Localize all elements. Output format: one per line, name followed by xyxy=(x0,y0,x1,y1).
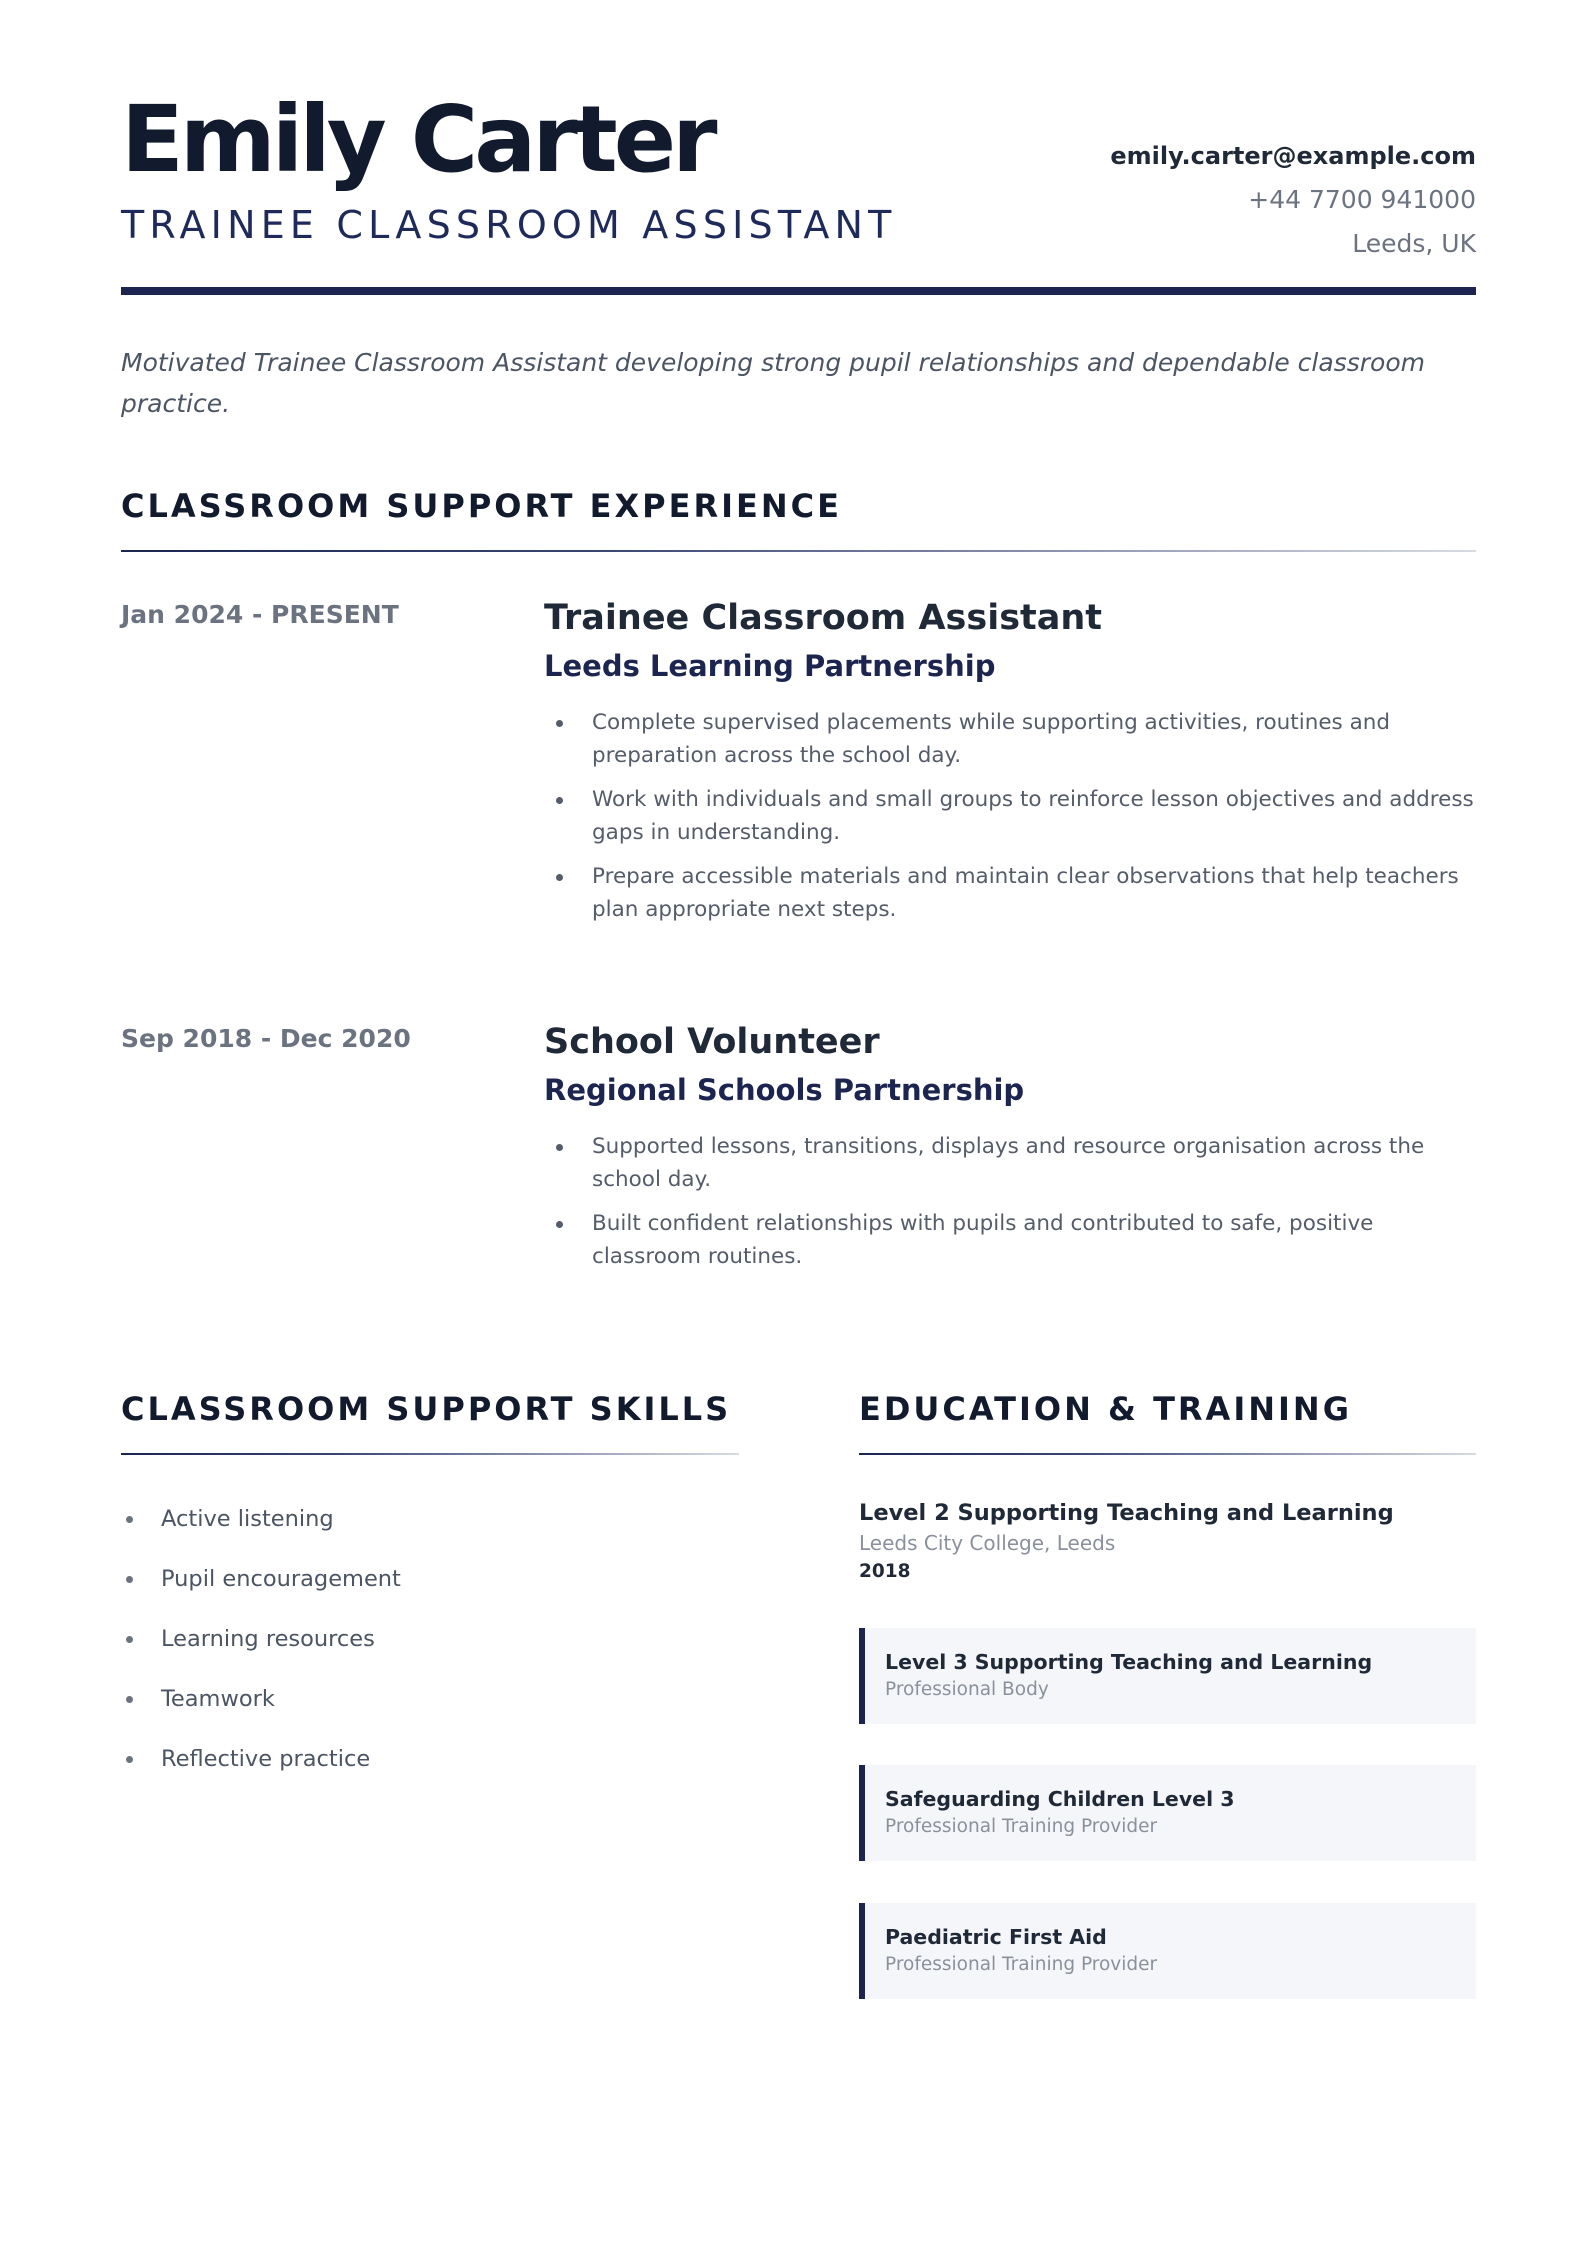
job-dates: Sep 2018 - Dec 2020 xyxy=(121,1024,411,1053)
contact-block xyxy=(1110,134,1476,266)
job-organisation: Regional Schools Partnership xyxy=(544,1073,1025,1107)
certification-provider: Professional Training Provider xyxy=(885,1954,1158,1975)
skill-item xyxy=(121,1500,721,1560)
responsibility-item xyxy=(544,860,1476,926)
bullet-icon xyxy=(556,797,563,804)
education-divider xyxy=(859,1453,1476,1455)
job-responsibilities xyxy=(544,706,1476,926)
contact-phone[interactable]: +44 7700 941000 xyxy=(1248,185,1476,214)
certification-provider: Professional Body xyxy=(885,1679,1049,1700)
skills-list xyxy=(121,1500,721,1800)
skill-item xyxy=(121,1620,721,1680)
experience-heading: CLASSROOM SUPPORT EXPERIENCE xyxy=(121,487,843,525)
education-heading: EDUCATION & TRAINING xyxy=(859,1390,1352,1428)
certification-title: Level 3 Supporting Teaching and Learning xyxy=(885,1650,1373,1674)
bullet-icon xyxy=(126,1516,133,1523)
job-details xyxy=(544,1022,1476,1284)
education-entry xyxy=(859,1498,1476,1586)
responsibility-item xyxy=(544,706,1476,772)
job-responsibilities xyxy=(544,1130,1476,1273)
profile-summary: Motivated Trainee Classroom Assistant developing strong pupil relationships and dependable classroom practice. xyxy=(121,348,1425,418)
resume-page xyxy=(121,0,1476,2246)
certification-title: Paediatric First Aid xyxy=(885,1925,1107,1949)
certification-card xyxy=(859,1903,1476,1999)
experience-divider xyxy=(121,550,1476,552)
contact-location: Leeds, UK xyxy=(1352,229,1476,258)
responsibility-item xyxy=(544,783,1476,849)
responsibility-text: Prepare accessible materials and maintain clear observations that help teachers plan appropriate next steps. xyxy=(592,864,1459,922)
certification-title: Safeguarding Children Level 3 xyxy=(885,1787,1235,1811)
education-institution: Leeds City College, Leeds xyxy=(859,1531,1116,1555)
responsibility-item xyxy=(544,1207,1476,1273)
responsibility-text: Work with individuals and small groups to reinforce lesson objectives and address gaps in understanding. xyxy=(592,787,1474,845)
skill-label: Teamwork xyxy=(161,1686,275,1712)
header-divider xyxy=(121,287,1476,295)
bullet-icon xyxy=(126,1576,133,1583)
skill-item xyxy=(121,1680,721,1740)
certification-provider: Professional Training Provider xyxy=(885,1816,1158,1837)
skill-label: Reflective practice xyxy=(161,1746,371,1772)
bullet-icon xyxy=(126,1696,133,1703)
responsibility-text: Complete supervised placements while supporting activities, routines and preparation across the school day. xyxy=(592,710,1391,768)
responsibility-text: Built confident relationships with pupils and contributed to safe, positive classroom routines. xyxy=(592,1211,1374,1269)
education-title: Level 2 Supporting Teaching and Learning xyxy=(859,1500,1394,1526)
bullet-icon xyxy=(556,874,563,881)
skill-label: Active listening xyxy=(161,1506,334,1532)
job-details xyxy=(544,598,1476,937)
certification-card xyxy=(859,1628,1476,1724)
education-year: 2018 xyxy=(859,1561,911,1582)
job-title: Trainee Classroom Assistant xyxy=(544,598,1103,638)
bullet-icon xyxy=(126,1636,133,1643)
skills-divider xyxy=(121,1453,739,1455)
job-dates: Jan 2024 - PRESENT xyxy=(121,600,399,629)
skill-item xyxy=(121,1740,721,1800)
bullet-icon xyxy=(556,1221,563,1228)
job-organisation: Leeds Learning Partnership xyxy=(544,649,996,683)
candidate-name: Emily Carter xyxy=(121,86,714,193)
contact-email[interactable]: emily.carter@example.com xyxy=(1110,142,1476,170)
bullet-icon xyxy=(556,720,563,727)
responsibility-item xyxy=(544,1130,1476,1196)
job-title: School Volunteer xyxy=(544,1022,880,1062)
skill-label: Pupil encouragement xyxy=(161,1566,401,1592)
skill-label: Learning resources xyxy=(161,1626,375,1652)
candidate-role: TRAINEE CLASSROOM ASSISTANT xyxy=(121,203,897,247)
bullet-icon xyxy=(126,1756,133,1763)
bullet-icon xyxy=(556,1144,563,1151)
certification-card xyxy=(859,1765,1476,1861)
responsibility-text: Supported lessons, transitions, displays and resource organisation across the school day. xyxy=(592,1134,1425,1192)
skill-item xyxy=(121,1560,721,1620)
skills-heading: CLASSROOM SUPPORT SKILLS xyxy=(121,1390,732,1428)
